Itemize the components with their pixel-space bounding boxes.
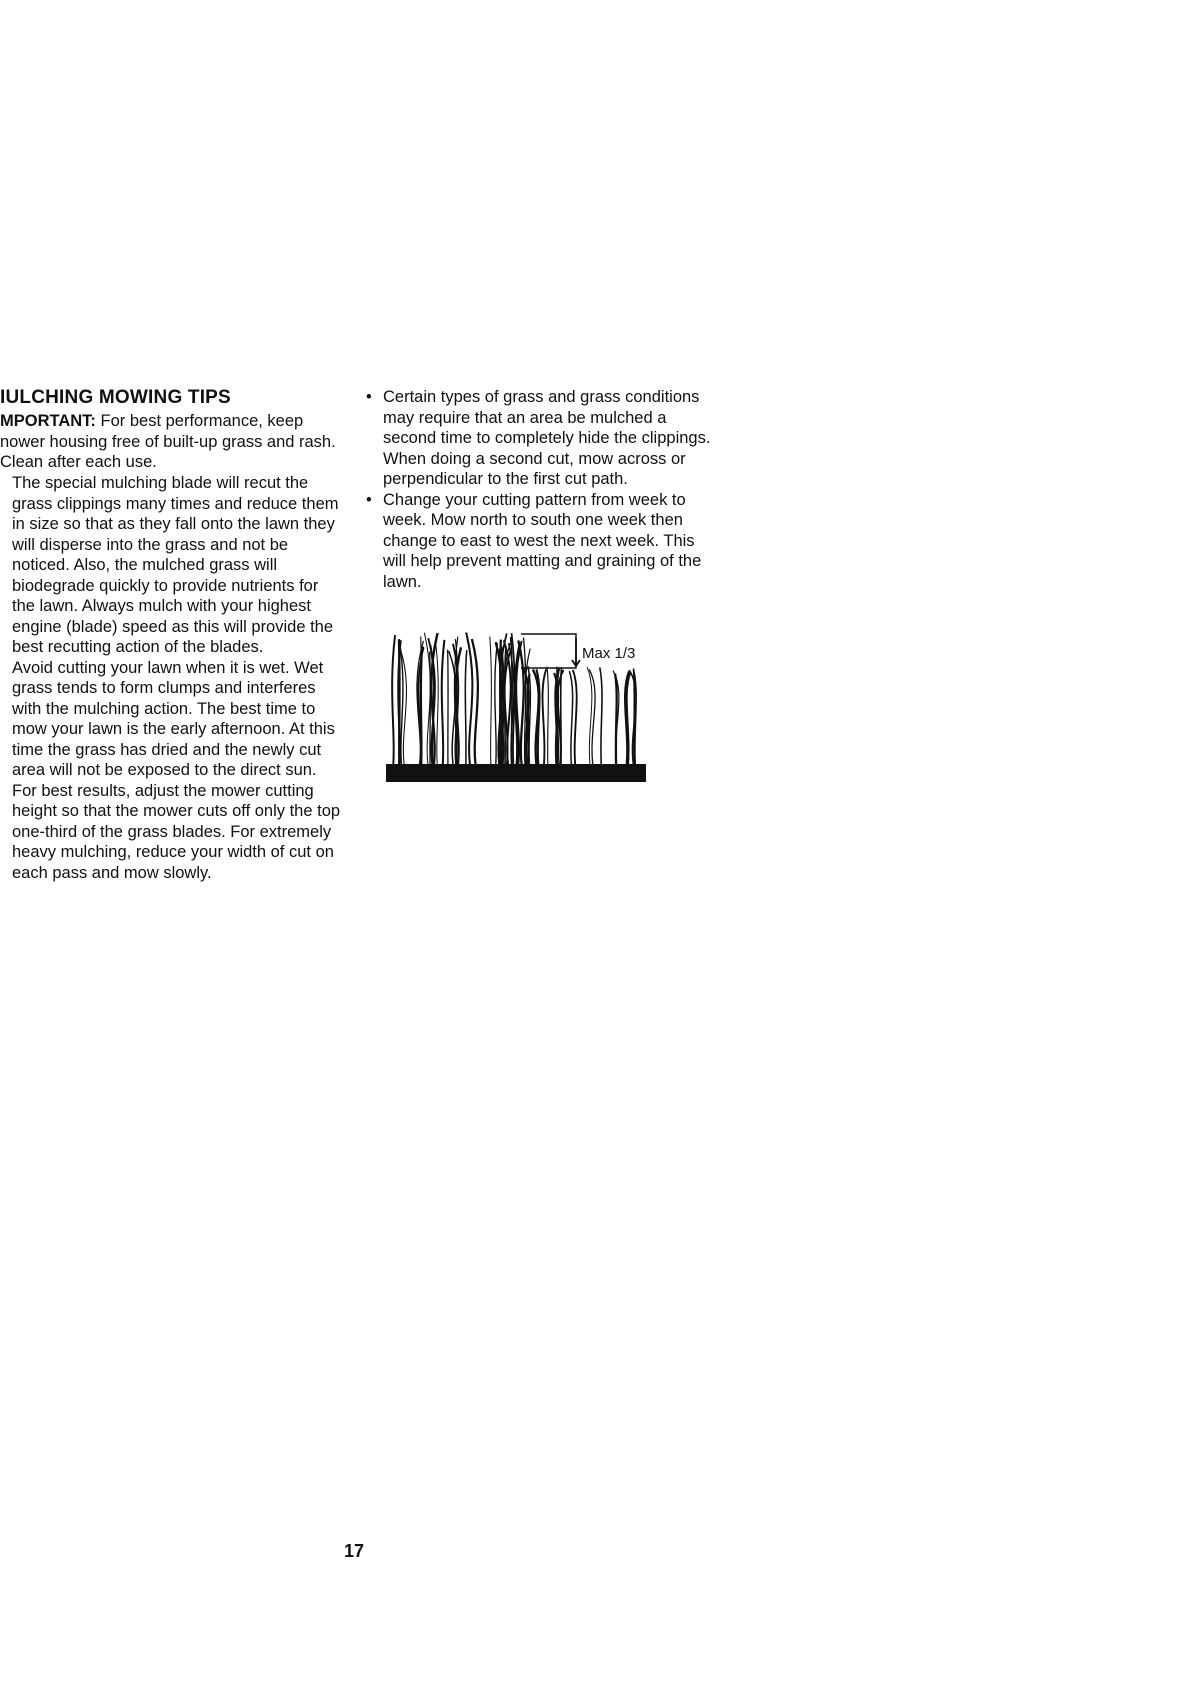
important-note xyxy=(0,411,340,473)
grass-blade xyxy=(465,650,466,776)
right-column xyxy=(366,387,711,592)
section-heading: IULCHING MOWING TIPS xyxy=(0,387,231,408)
grass-blade xyxy=(442,640,445,776)
grass-blade xyxy=(600,667,602,776)
grass-blade xyxy=(543,669,547,776)
max-one-third-label: Max 1/3 xyxy=(582,645,636,662)
grass-blade xyxy=(436,643,439,776)
bullet-item xyxy=(366,387,711,490)
grass-blade xyxy=(573,670,577,776)
bullet-text: Change your cutting pattern from week to week. Mow north to south one week then change to east to west the next week. This will help prevent matting and graining of the lawn. xyxy=(383,490,702,591)
cut-height-arrow xyxy=(572,638,580,666)
bullet-marker: • xyxy=(366,388,372,406)
paragraph-mulching-blade: The special mulching blade will recut the grass clippings many times and reduce them in size so that as they fall onto the lawn they will disperse into the grass and not be noticed. Also, the mulched grass will biodegrade quickly to provide nutrients for the lawn. Always mulch with your highest engine (blade) speed as this will provide the best recutting action of the blades. xyxy=(12,474,339,656)
grass-blade xyxy=(472,639,478,776)
grass-blade xyxy=(569,671,572,776)
paragraph-wet-lawn: Avoid cutting your lawn when it is wet. Wet grass tends to form clumps and interferes with the mulching action. The best time to mow your lawn is the early afternoon. At this time the grass has dried and the newly cut area will not be exposed to the direct sun. xyxy=(12,658,335,779)
grass-blade xyxy=(587,667,592,776)
grass-blade xyxy=(421,646,422,776)
grass-blade xyxy=(547,667,548,776)
important-label: MPORTANT: xyxy=(0,412,96,430)
paragraph-cutting-height: For best results, adjust the mower cutting height so that the mower cuts off only the top one-third of the grass blades. For extremely heavy mulching, reduce your width of cut on each pass and mow slowly. xyxy=(12,781,341,882)
grass-blade xyxy=(392,635,395,776)
important-text: For best performance, keep nower housing free of built-up grass and rash. Clean after each use. xyxy=(0,412,336,471)
grass-blade xyxy=(615,674,617,776)
bullet-text: Certain types of grass and grass conditions may require that an area be mulched a second time to completely hide the clippings. When doing a second cut, mow across or perpendicular to the first cut path. xyxy=(383,388,711,488)
grass-blade xyxy=(495,643,497,776)
grass-blade xyxy=(490,636,492,776)
bullet-marker: • xyxy=(366,490,372,509)
bullet-item xyxy=(366,490,711,593)
page-number: 17 xyxy=(344,1541,365,1561)
left-column xyxy=(12,473,342,883)
